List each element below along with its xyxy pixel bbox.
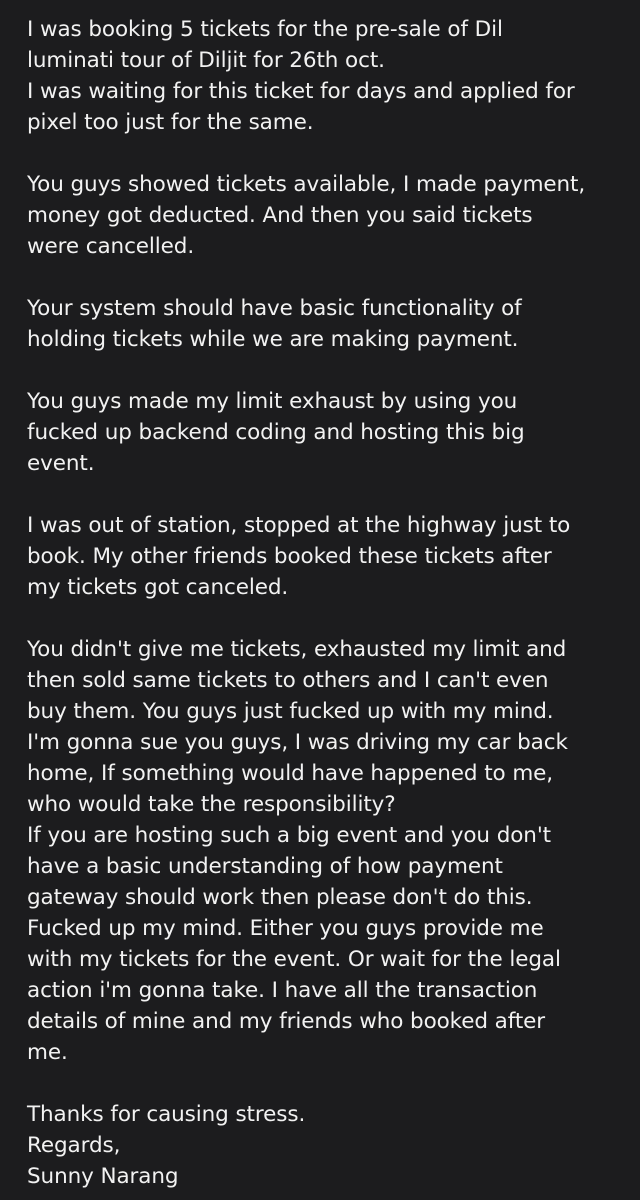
regards-line: Regards, xyxy=(27,1133,121,1158)
text-line: who would take the responsibility? xyxy=(27,792,396,817)
text-line: have a basic understanding of how payment xyxy=(27,854,503,879)
text-line: my tickets got canceled. xyxy=(27,575,289,600)
text-line: home, If something would have happened to me, xyxy=(27,761,554,786)
text-line: details of mine and my friends who booked after xyxy=(27,1009,546,1034)
text-line: I was out of station, stopped at the highway just to xyxy=(27,513,571,538)
paragraph-signature xyxy=(27,1099,627,1192)
text-line: pixel too just for the same. xyxy=(27,110,314,135)
text-line: If you are hosting such a big event and you don't xyxy=(27,823,551,848)
text-line: gateway should work then please don't do this. xyxy=(27,885,533,910)
signature-name: Sunny Narang xyxy=(27,1164,179,1189)
text-line: event. xyxy=(27,451,95,476)
text-line: were cancelled. xyxy=(27,234,195,259)
text-line: holding tickets while we are making payment. xyxy=(27,327,519,352)
text-line: You guys made my limit exhaust by using you xyxy=(27,389,518,414)
paragraph-limit xyxy=(27,386,627,479)
text-line: Fucked up my mind. Either you guys provide me xyxy=(27,916,544,941)
text-line: You guys showed tickets available, I made payment, xyxy=(27,172,586,197)
text-line: with my tickets for the event. Or wait for the legal xyxy=(27,947,561,972)
paragraph-payment xyxy=(27,169,627,262)
text-line: You didn't give me tickets, exhausted my limit and xyxy=(27,637,567,662)
text-line: action i'm gonna take. I have all the transaction xyxy=(27,978,538,1003)
message-body xyxy=(27,14,627,1192)
text-line: money got deducted. And then you said tickets xyxy=(27,203,533,228)
text-line: I was booking 5 tickets for the pre-sale of Dil xyxy=(27,17,503,42)
text-line: book. My other friends booked these tickets after xyxy=(27,544,552,569)
text-line: fucked up backend coding and hosting this big xyxy=(27,420,525,445)
paragraph-booking xyxy=(27,14,627,138)
closing-line: Thanks for causing stress. xyxy=(27,1102,306,1127)
paragraph-complaint xyxy=(27,634,627,1068)
text-line: I'm gonna sue you guys, I was driving my car back xyxy=(27,730,568,755)
text-line: buy them. You guys just fucked up with my mind. xyxy=(27,699,554,724)
text-line: Your system should have basic functionality of xyxy=(27,296,522,321)
paragraph-station xyxy=(27,510,627,603)
text-line: me. xyxy=(27,1040,68,1065)
text-line: then sold same tickets to others and I can't even xyxy=(27,668,549,693)
text-line: I was waiting for this ticket for days and applied for xyxy=(27,79,575,104)
text-line: luminati tour of Diljit for 26th oct. xyxy=(27,48,385,73)
paragraph-system xyxy=(27,293,627,355)
